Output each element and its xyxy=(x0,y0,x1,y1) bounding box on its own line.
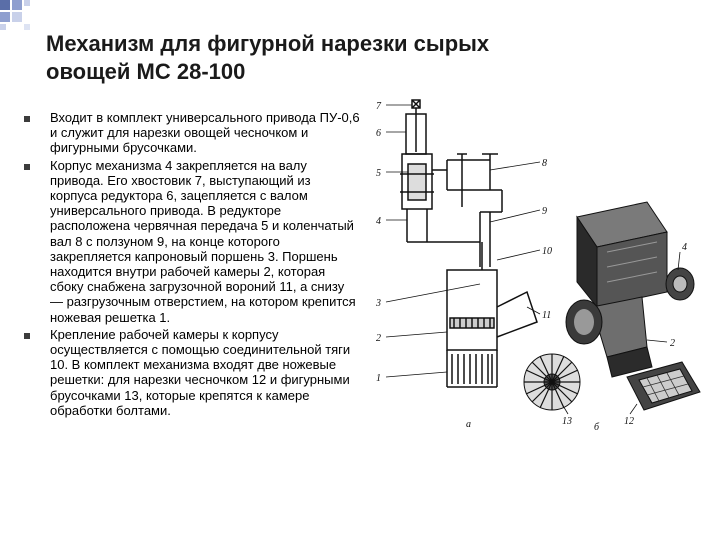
bullet-list xyxy=(20,110,360,420)
schematic-a xyxy=(386,100,540,387)
bullet-square-icon xyxy=(24,333,30,339)
label-6: 6 xyxy=(376,128,381,139)
label-3: 3 xyxy=(376,298,381,309)
bullet-item xyxy=(20,327,360,418)
caption-a: а xyxy=(466,419,471,430)
label-5: 5 xyxy=(376,168,381,179)
label-8: 8 xyxy=(542,158,547,169)
bullet-text: Входит в комплект универсального привода ПУ-0,6 и служит для нарезки овощей чесночком и фигурными брусочками. xyxy=(50,110,360,156)
label-2: 2 xyxy=(376,333,381,344)
title-line-1: Механизм для фигурной нарезки сырых xyxy=(46,31,490,56)
caption-b: б xyxy=(594,422,600,433)
label-b-2: 2 xyxy=(670,338,675,349)
slide-title xyxy=(46,30,646,86)
bullet-item xyxy=(20,110,360,156)
bullet-square-icon xyxy=(24,116,30,122)
bullet-item xyxy=(20,158,360,325)
mechanism-photo-b xyxy=(524,202,700,414)
bullet-text: Крепление рабочей камеры к корпусу осуществляется с помощью соединительной тяги 10. В комплект механизма входят две ножевые решетки: для нарезки чесночком 12 и фигурными брусочками 13, которые крепятся к камере обработки болтами. xyxy=(50,326,351,418)
bullet-square-icon xyxy=(24,164,30,170)
mechanism-figure xyxy=(362,92,712,437)
title-line-2: овощей МС 28-100 xyxy=(46,59,246,84)
label-1: 1 xyxy=(376,373,381,384)
label-b-12: 12 xyxy=(624,416,634,427)
label-11: 11 xyxy=(542,310,552,321)
label-10: 10 xyxy=(542,246,552,257)
label-b-4: 4 xyxy=(682,242,687,253)
label-4: 4 xyxy=(376,216,381,227)
label-7: 7 xyxy=(376,101,381,112)
bullet-text: Корпус механизма 4 закрепляется на валу привода. Его хвостовик 7, выступающий из корпуса редуктора 6, зацепляется с валом универсального привода. В редукторе расположена червячная передача 5 и коленчатый вал 8 с ползуном 9, на конце которого закрепляется капроновый поршень 3. Поршень находится внутри рабочей камеры 2, которая сбоку снабжена загрузочной вороний 11, а снизу — разгрузочным отверстием, на котором крепится ножевая решетка 1. xyxy=(50,157,356,325)
label-9: 9 xyxy=(542,206,547,217)
label-b-13: 13 xyxy=(562,416,572,427)
